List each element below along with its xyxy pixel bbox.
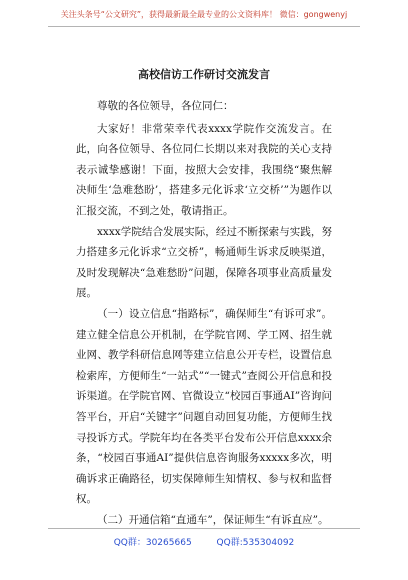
- document-body: [76, 96, 332, 530]
- header-banner: 关注头条号“公文研究”，获得最新最全最专业的公文资料库！ 微信：gongwenyj: [60, 10, 348, 19]
- paragraph-overview: xxxx学院结合发展实际，经过不断探索与实践，努力搭建多元化诉求“立交桥”，畅通师生诉求反映渠道，及时发现解决“急难愁盼”问题，保障各项事业高质量发展。: [76, 225, 332, 300]
- salutation: 尊敬的各位领导，各位同仁：: [97, 100, 234, 112]
- paragraph-section-1: （一）设立信息“指路标”，确保师生“有诉可求”。建立健全信息公开机制，在学院官网、学工网、招生就业网、教学科研信息网等建立信息公开专栏，设置信息检索库，方便师生“一站式”“一键式”查阅公开信息和投诉渠道。在学院官网、官微设立“校园百事通AI”咨询问答平台，开启“关键字”问题自动回复功能，方便师生找寻投诉方式。学院年均在各类平台发布公开信息xxxx余条，“校园百事通AI”提供信息咨询服务xxxxx多次，明确诉求正确路径，切实保障师生知情权、参与权和监督权。: [76, 307, 332, 506]
- footer-qq-group-2[interactable]: QQ群:535304092: [216, 538, 295, 548]
- paragraph-opening: 大家好！非常荣幸代表xxxx学院作交流发言。在此，向各位领导、各位同仁长期以来对我院的关心支持表示诚挚感谢！下面，按照大会安排，我围绕“聚焦解决师生‘急难愁盼’，搭建多元化诉求‘立交桥’”为题作以汇报交流，不到之处，敬请指正。: [76, 122, 332, 217]
- footer: [0, 535, 408, 548]
- paragraph-section-2-heading: （二）开通信箱“直通车”，保证师生“有诉直应”。: [97, 513, 329, 526]
- footer-divider: [48, 528, 360, 529]
- header-divider: [48, 26, 360, 27]
- document-title: 高校信访工作研讨交流发言: [138, 68, 270, 81]
- footer-qq-group-1[interactable]: QQ群：30265665: [113, 538, 192, 548]
